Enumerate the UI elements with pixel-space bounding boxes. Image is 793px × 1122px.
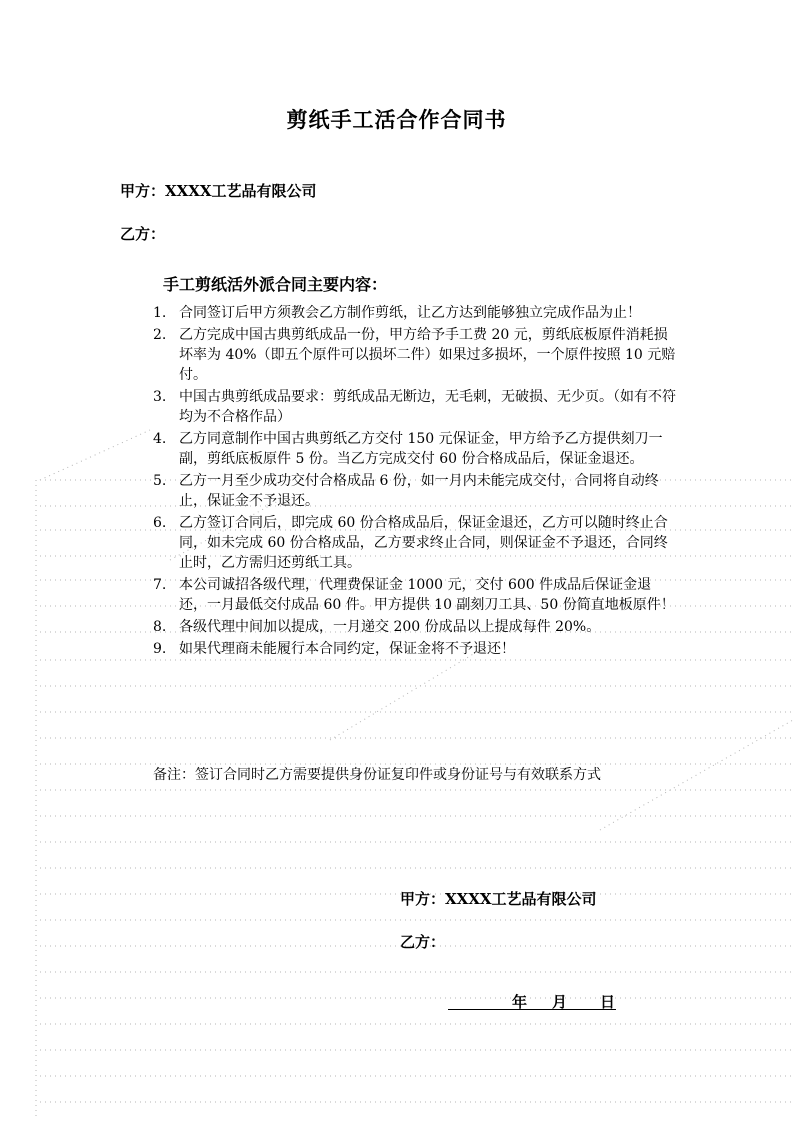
item-text: 中国古典剪纸成品要求：剪纸成品无断边，无毛刺，无破损、无少页。（如有不符均为不合格作品） xyxy=(179,389,676,425)
list-item xyxy=(153,575,678,615)
item-text: 本公司诚招各级代理，代理费保证金 1000 元，交付 600 件成品后保证金退还，一月最低交付成品 60 件。甲方提供 10 副刻刀工具、50 份简直地板原件！ xyxy=(179,577,675,613)
item-text: 乙方签订合同后，即完成 60 份合格成品后，保证金退还，乙方可以随时终止合同，如未完成 60 份合格成品，乙方要求终止合同，则保证金不予退还，合同终止时，乙方需归还剪纸工具。 xyxy=(179,515,668,571)
item-number: 5. xyxy=(153,473,167,489)
item-text: 合同签订后甲方须教会乙方制作剪纸，让乙方达到能够独立完成作品为止！ xyxy=(179,305,641,321)
list-item xyxy=(153,325,678,385)
date-year-label: 年 xyxy=(512,993,528,1011)
item-number: 6. xyxy=(153,515,167,531)
item-number: 4. xyxy=(153,431,167,447)
list-item xyxy=(153,513,678,573)
item-number: 7. xyxy=(153,577,167,593)
party-a-line: 甲方：XXXX工艺品有限公司 xyxy=(120,182,317,200)
date-day-label: 日 xyxy=(600,993,616,1011)
contract-items-list xyxy=(153,303,678,661)
item-text: 乙方同意制作中国古典剪纸乙方交付 150 元保证金，甲方给予乙方提供刻刀一副，剪纸底板原件 5 份。当乙方完成交付 60 份合格成品后，保证金退还。 xyxy=(179,431,663,467)
item-number: 3. xyxy=(153,389,167,405)
signature-date-line xyxy=(448,991,616,1010)
date-month-label: 月 xyxy=(552,993,568,1011)
item-text: 各级代理中间加以提成，一月递交 200 份成品以上提成每件 20%。 xyxy=(179,619,601,635)
section-title: 手工剪纸活外派合同主要内容： xyxy=(163,275,388,294)
document-title: 剪纸手工活合作合同书 xyxy=(286,107,507,132)
item-number: 1. xyxy=(153,305,167,321)
list-item xyxy=(153,617,678,637)
item-text: 如果代理商未能履行本合同约定，保证金将不予退还！ xyxy=(179,641,515,657)
item-number: 8. xyxy=(153,619,167,635)
party-b-line: 乙方： xyxy=(120,225,166,243)
list-item xyxy=(153,387,678,427)
list-item xyxy=(153,471,678,511)
signature-party-a: 甲方：XXXX工艺品有限公司 xyxy=(400,890,597,908)
list-item xyxy=(153,429,678,469)
list-item xyxy=(153,639,678,659)
item-number: 9. xyxy=(153,641,167,657)
signature-party-b: 乙方： xyxy=(400,933,446,951)
remark-note: 备注：签订合同时乙方需要提供身份证复印件或身份证号与有效联系方式 xyxy=(153,767,601,783)
list-item xyxy=(153,303,678,323)
item-text: 乙方一月至少成功交付合格成品 6 份，如一月内未能完成交付，合同将自动终止，保证金不予退还。 xyxy=(179,473,659,509)
item-number: 2. xyxy=(153,327,167,343)
item-text: 乙方完成中国古典剪纸成品一份，甲方给予手工费 20 元，剪纸底板原件消耗损坏率为 40%（即五个原件可以损坏二件）如果过多损坏，一个原件按照 10 元赔付。 xyxy=(179,327,676,383)
